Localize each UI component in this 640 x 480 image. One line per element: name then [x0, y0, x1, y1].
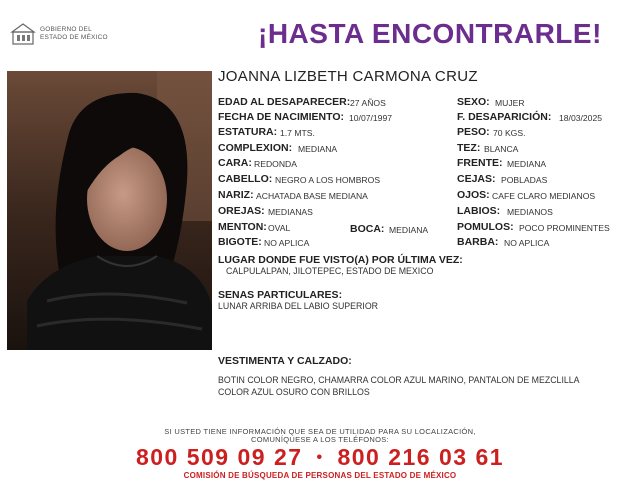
- estatura-label: ESTATURA:: [218, 126, 278, 138]
- boca-value: MEDIANA: [389, 225, 429, 235]
- tez-label: TEZ:: [457, 142, 481, 154]
- complexion-value: MEDIANA: [298, 144, 338, 154]
- edad-label: EDAD AL DESAPARECER:: [218, 96, 351, 108]
- marks-label: SENAS PARTICULARES:: [218, 289, 343, 301]
- field-frente: [457, 157, 547, 170]
- pomulos-value: POCO PROMINENTES: [519, 223, 610, 233]
- field-tez: [457, 142, 519, 155]
- field-orejas: [218, 205, 313, 218]
- labios-label: LABIOS:: [457, 205, 501, 217]
- cara-value: REDONDA: [254, 159, 297, 169]
- ojos-value: CAFE CLARO MEDIANOS: [492, 191, 596, 201]
- sexo-value: MUJER: [495, 98, 525, 108]
- field-complexion: [218, 142, 338, 155]
- bigote-value: NO APLICA: [264, 238, 310, 248]
- field-cara: [218, 157, 297, 170]
- field-sexo: [457, 96, 525, 109]
- headline: ¡HASTA ENCONTRARLE!: [258, 18, 602, 49]
- phone-2: 800 216 03 61: [337, 444, 505, 470]
- field-labios: [457, 205, 553, 218]
- field-cejas: [457, 173, 548, 186]
- field-peso: [457, 126, 526, 139]
- barba-value: NO APLICA: [504, 238, 550, 248]
- desaparicion-label: F. DESAPARICIÓN:: [457, 111, 552, 123]
- field-ojos: [457, 189, 596, 202]
- clothing-line-2: COLOR AZUL OSURO CON BRILLOS: [218, 387, 370, 397]
- nariz-label: NARIZ:: [218, 189, 254, 201]
- field-bigote: [218, 236, 310, 249]
- labios-value: MEDIANOS: [507, 207, 553, 217]
- boca-label: BOCA:: [350, 223, 385, 235]
- pomulos-label: POMULOS:: [457, 221, 514, 233]
- coat-of-arms-icon: [10, 22, 36, 46]
- bigote-label: BIGOTE:: [218, 236, 262, 248]
- field-pomulos: [457, 221, 610, 234]
- phone-1: 800 509 09 27: [135, 444, 303, 470]
- estatura-value: 1.7 MTS.: [280, 128, 315, 138]
- cabello-value: NEGRO A LOS HOMBROS: [275, 175, 381, 185]
- barba-label: BARBA:: [457, 236, 499, 248]
- nariz-value: ACHATADA BASE MEDIANA: [256, 191, 368, 201]
- tez-value: BLANCA: [484, 144, 519, 154]
- info-line-2: COMUNÍQUESE A LOS TELÉFONOS:: [251, 435, 389, 444]
- menton-value: OVAL: [268, 223, 291, 233]
- marks-value: LUNAR ARRIBA DEL LABIO SUPERIOR: [218, 301, 379, 311]
- nacimiento-value: 10/07/1997: [349, 113, 393, 123]
- clothing-line-1: BOTIN COLOR NEGRO, CHAMARRA COLOR AZUL MARINO, PANTALON DE MEZCLILLA: [218, 375, 580, 385]
- peso-value: 70 KGS.: [493, 128, 526, 138]
- complexion-label: COMPLEXION:: [218, 142, 293, 154]
- phone-separator: •: [316, 449, 324, 466]
- portrait-illustration: [7, 71, 212, 350]
- cejas-label: CEJAS:: [457, 173, 496, 185]
- phone-numbers: [0, 444, 640, 471]
- field-nacimiento: [218, 111, 393, 124]
- ojos-label: OJOS:: [457, 189, 490, 201]
- desaparicion-value: 18/03/2025: [559, 113, 603, 123]
- logo-line-2: ESTADO DE MÉXICO: [40, 34, 108, 41]
- commission-name: COMISIÓN DE BÚSQUEDA DE PERSONAS DEL ESTADO DE MÉXICO: [183, 471, 457, 480]
- orejas-label: OREJAS:: [218, 205, 265, 217]
- person-photo: [7, 71, 212, 350]
- field-menton: [218, 221, 291, 234]
- info-line-1: SI USTED TIENE INFORMACIÓN QUE SEA DE UTILIDAD PARA SU LOCALIZACIÓN,: [164, 427, 476, 436]
- last-seen-label: LUGAR DONDE FUE VISTO(A) POR ÚLTIMA VEZ:: [218, 254, 463, 266]
- clothing-label: VESTIMENTA Y CALZADO:: [218, 355, 352, 367]
- frente-label: FRENTE:: [457, 157, 503, 169]
- cejas-value: POBLADAS: [501, 175, 548, 185]
- menton-label: MENTON:: [218, 221, 267, 233]
- field-barba: [457, 236, 550, 249]
- field-boca: [350, 223, 429, 236]
- field-nariz: [218, 189, 368, 202]
- sexo-label: SEXO:: [457, 96, 490, 108]
- logo-line-1: GOBIERNO DEL: [40, 26, 92, 33]
- cabello-label: CABELLO:: [218, 173, 273, 185]
- peso-label: PESO:: [457, 126, 490, 138]
- edad-value: 27 AÑOS: [350, 98, 386, 108]
- field-desaparicion: [457, 111, 603, 124]
- frente-value: MEDIANA: [507, 159, 547, 169]
- person-name: JOANNA LIZBETH CARMONA CRUZ: [218, 68, 478, 85]
- field-edad: [218, 96, 386, 109]
- cara-label: CARA:: [218, 157, 252, 169]
- nacimiento-label: FECHA DE NACIMIENTO:: [218, 111, 344, 123]
- government-logo: [10, 20, 120, 48]
- orejas-value: MEDIANAS: [268, 207, 313, 217]
- field-estatura: [218, 126, 315, 139]
- last-seen-value: CALPULALPAN, JILOTEPEC, ESTADO DE MEXICO: [226, 266, 434, 276]
- field-cabello: [218, 173, 381, 186]
